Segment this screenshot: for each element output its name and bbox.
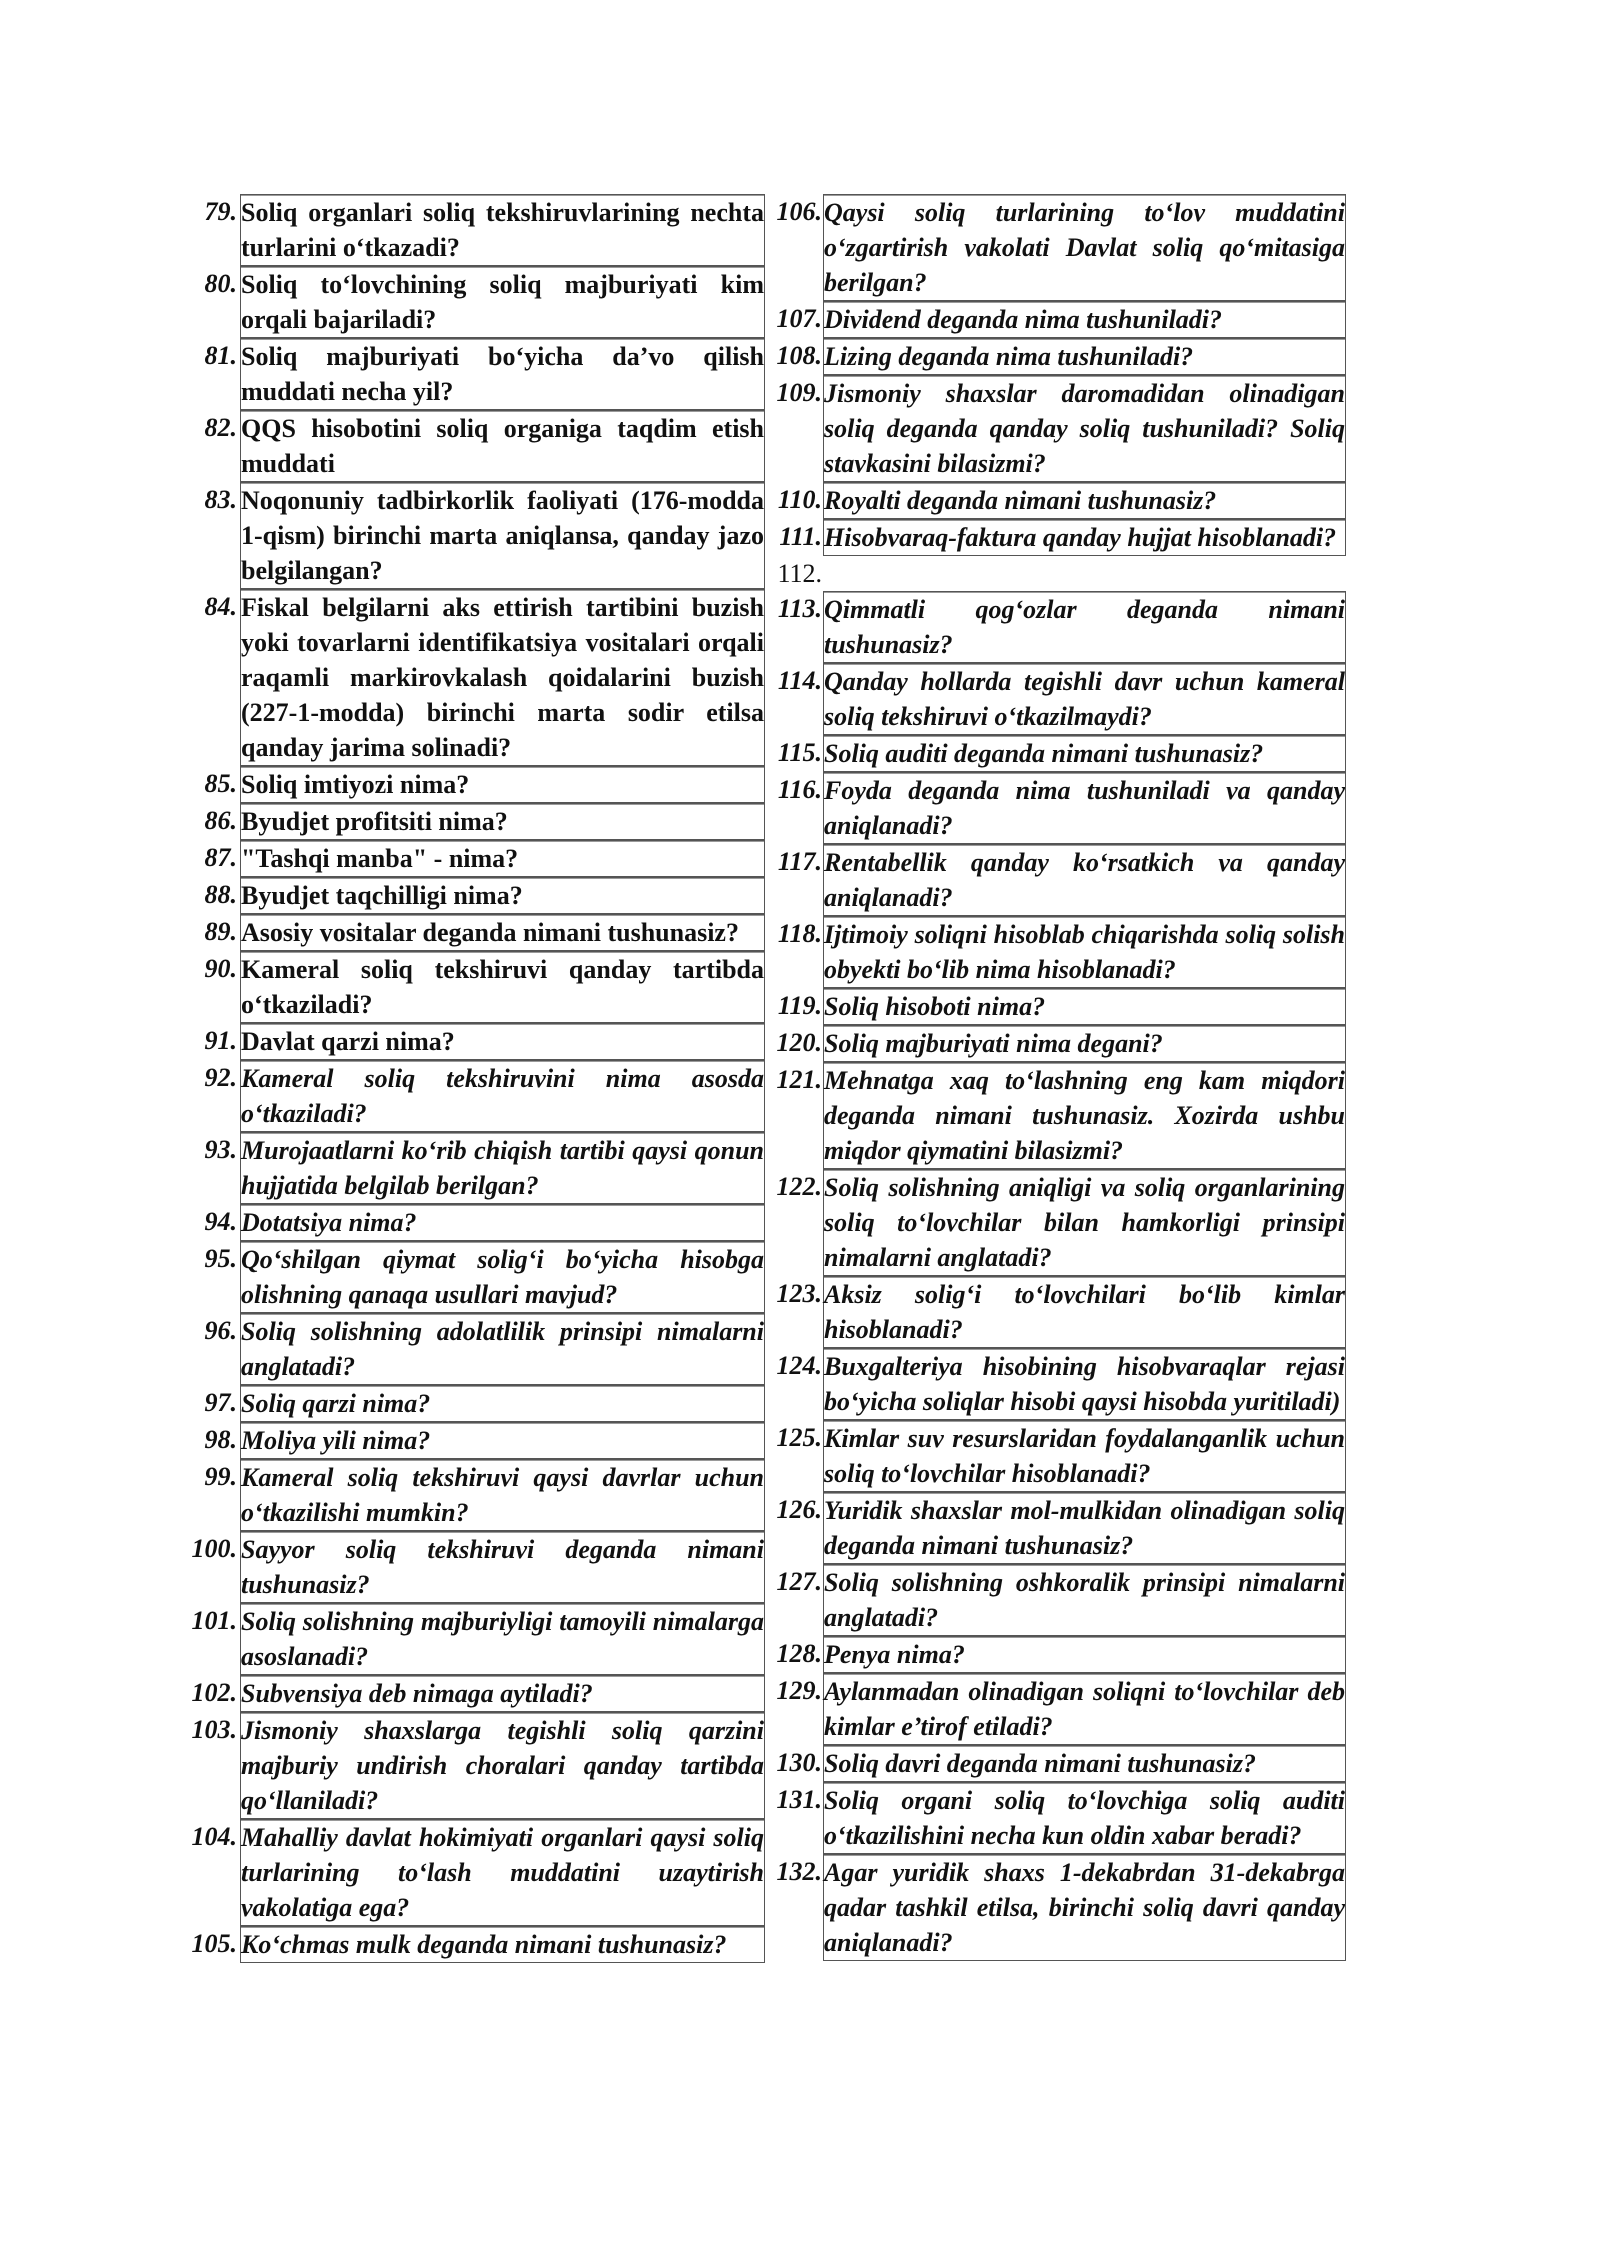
question-text: Soliq davri deganda nimani tushunasiz? [823, 1745, 1346, 1782]
question-number: 122. [776, 1172, 822, 1201]
question-item [183, 877, 765, 914]
question-text: Byudjet taqchilligi nima? [240, 877, 765, 914]
question-item [183, 1926, 765, 1963]
question-item [768, 1564, 1346, 1636]
question-item [768, 556, 1346, 591]
question-item [183, 1241, 765, 1313]
question-item [183, 266, 765, 338]
question-text: Asosiy vositalar deganda nimani tushunasiz? [240, 914, 765, 951]
question-number: 93. [204, 1135, 237, 1164]
question-number: 123. [776, 1279, 822, 1308]
question-number: 125. [776, 1423, 822, 1452]
question-number: 79. [204, 197, 237, 226]
question-text: Soliq to‘lovchining soliq majburiyati kim orqali bajariladi? [240, 266, 765, 338]
question-text: Foyda deganda nima tushuniladi va qanday aniqlanadi? [823, 772, 1346, 844]
question-number: 80. [204, 269, 237, 298]
question-item [183, 1531, 765, 1603]
question-number: 121. [776, 1065, 822, 1094]
question-number: 107. [776, 304, 822, 333]
question-item [768, 301, 1346, 338]
question-number: 120. [776, 1028, 822, 1057]
question-item [183, 766, 765, 803]
question-number: 112. [777, 559, 822, 588]
question-item [768, 1745, 1346, 1782]
question-text: Moliya yili nima? [240, 1422, 765, 1459]
question-item [183, 1204, 765, 1241]
question-text: Soliq qarzi nima? [240, 1385, 765, 1422]
question-text: Hisobvaraq-faktura qanday hujjat hisoblanadi? [823, 519, 1346, 556]
question-number: 130. [776, 1748, 822, 1777]
question-text: Royalti deganda nimani tushunasiz? [823, 482, 1346, 519]
question-text: Kameral soliq tekshiruvi qaysi davrlar uchun o‘tkazilishi mumkin? [240, 1459, 765, 1531]
question-number: 113. [777, 594, 822, 623]
question-item [768, 338, 1346, 375]
question-text: Soliq hisoboti nima? [823, 988, 1346, 1025]
question-number: 96. [204, 1316, 237, 1345]
question-text: Sayyor soliq tekshiruvi deganda nimani tushunasiz? [240, 1531, 765, 1603]
question-number: 89. [204, 917, 237, 946]
question-number: 103. [191, 1715, 237, 1744]
question-item [768, 1636, 1346, 1673]
question-number: 118. [777, 919, 822, 948]
question-number: 81. [204, 341, 237, 370]
question-item [768, 1348, 1346, 1420]
question-item [183, 410, 765, 482]
question-number: 129. [776, 1676, 822, 1705]
question-text: Lizing deganda nima tushuniladi? [823, 338, 1346, 375]
question-number: 87. [204, 843, 237, 872]
question-text: Davlat qarzi nima? [240, 1023, 765, 1060]
question-text: Soliq solishning aniqligi va soliq organlarining soliq to‘lovchilar bilan hamkorligi prinsipi nimalarni anglatadi? [823, 1169, 1346, 1276]
question-text: Agar yuridik shaxs 1-dekabrdan 31-dekabrga qadar tashkil etilsa, birinchi soliq davri qanday aniqlanadi? [823, 1854, 1346, 1961]
question-item [183, 1675, 765, 1712]
question-text [823, 556, 1346, 591]
question-item [768, 844, 1346, 916]
question-item [768, 772, 1346, 844]
question-number: 117. [777, 847, 822, 876]
question-item [768, 1492, 1346, 1564]
question-number: 86. [204, 806, 237, 835]
question-number: 99. [204, 1462, 237, 1491]
question-text: "Tashqi manba" - nima? [240, 840, 765, 877]
question-text: Jismoniy shaxslar daromadidan olinadigan soliq deganda qanday soliq tushuniladi? Soliq stavkasini bilasizmi? [823, 375, 1346, 482]
question-text: Ijtimoiy soliqni hisoblab chiqarishda soliq solish obyekti bo‘lib nima hisoblanadi? [823, 916, 1346, 988]
question-text: Soliq solishning oshkoralik prinsipi nimalarni anglatadi? [823, 1564, 1346, 1636]
question-text: Qimmatli qog‘ozlar deganda nimani tushunasiz? [823, 591, 1346, 663]
question-text: Noqonuniy tadbirkorlik faoliyati (176-modda 1-qism) birinchi marta aniqlansa, qanday jazo belgilangan? [240, 482, 765, 589]
left-column [183, 194, 765, 1963]
question-number: 109. [776, 378, 822, 407]
question-item [768, 988, 1346, 1025]
question-number: 95. [204, 1244, 237, 1273]
question-text: Qanday hollarda tegishli davr uchun kameral soliq tekshiruvi o‘tkazilmaydi? [823, 663, 1346, 735]
question-number: 97. [204, 1388, 237, 1417]
question-number: 116. [777, 775, 822, 804]
question-item [183, 1819, 765, 1926]
question-number: 101. [191, 1606, 237, 1635]
question-text: Qaysi soliq turlarining to‘lov muddatini o‘zgartirish vakolati Davlat soliq qo‘mitasiga berilgan? [823, 194, 1346, 301]
question-item [183, 914, 765, 951]
question-text: Mehnatga xaq to‘lashning eng kam miqdori deganda nimani tushunasiz. Xozirda ushbu miqdor qiymatini bilasizmi? [823, 1062, 1346, 1169]
question-number: 100. [191, 1534, 237, 1563]
question-item [768, 916, 1346, 988]
question-item [768, 519, 1346, 556]
question-text: Fiskal belgilarni aks ettirish tartibini buzish yoki tovarlarni identifikatsiya vositalari orqali raqamli markirovkalash qoidalarini buzish (227-1-modda) birinchi marta sodir etilsa qanday jarima solinadi? [240, 589, 765, 766]
question-number: 91. [204, 1026, 237, 1055]
question-item [768, 375, 1346, 482]
question-item [183, 1132, 765, 1204]
right-column [768, 194, 1346, 1961]
question-item [768, 194, 1346, 301]
question-number: 94. [204, 1207, 237, 1236]
question-item [183, 482, 765, 589]
question-text: Kameral soliq tekshiruvini nima asosda o‘tkaziladi? [240, 1060, 765, 1132]
question-number: 127. [776, 1567, 822, 1596]
question-item [768, 1062, 1346, 1169]
question-item [768, 1420, 1346, 1492]
question-item [183, 338, 765, 410]
question-number: 108. [776, 341, 822, 370]
question-number: 106. [776, 197, 822, 226]
question-number: 92. [204, 1063, 237, 1092]
question-text: Murojaatlarni ko‘rib chiqish tartibi qaysi qonun hujjatida belgilab berilgan? [240, 1132, 765, 1204]
question-text: Kimlar suv resurslaridan foydalanganlik uchun soliq to‘lovchilar hisoblanadi? [823, 1420, 1346, 1492]
question-number: 119. [777, 991, 822, 1020]
question-item [768, 591, 1346, 663]
question-number: 110. [777, 485, 822, 514]
question-text: Soliq organi soliq to‘lovchiga soliq auditi o‘tkazilishini necha kun oldin xabar beradi? [823, 1782, 1346, 1854]
question-text: Byudjet profitsiti nima? [240, 803, 765, 840]
question-text: Soliq imtiyozi nima? [240, 766, 765, 803]
question-item [768, 1169, 1346, 1276]
question-text: Yuridik shaxslar mol-mulkidan olinadigan soliq deganda nimani tushunasiz? [823, 1492, 1346, 1564]
question-number: 128. [776, 1639, 822, 1668]
question-number: 115. [777, 738, 822, 767]
question-item [768, 1025, 1346, 1062]
question-number: 132. [776, 1857, 822, 1886]
question-item [768, 1854, 1346, 1961]
question-number: 124. [776, 1351, 822, 1380]
question-number: 85. [204, 769, 237, 798]
question-number: 105. [191, 1929, 237, 1958]
question-number: 84. [204, 592, 237, 621]
question-text: Penya nima? [823, 1636, 1346, 1673]
question-list-right [768, 194, 1346, 1961]
question-text: Rentabellik qanday ko‘rsatkich va qanday aniqlanadi? [823, 844, 1346, 916]
question-number: 82. [204, 413, 237, 442]
question-list-left [183, 194, 765, 1963]
question-text: Dotatsiya nima? [240, 1204, 765, 1241]
question-text: Buxgalteriya hisobining hisobvaraqlar rejasi bo‘yicha soliqlar hisobi qaysi hisobda yuritiladi) [823, 1348, 1346, 1420]
question-number: 114. [777, 666, 822, 695]
question-text: Soliq majburiyati bo‘yicha da’vo qilish muddati necha yil? [240, 338, 765, 410]
question-text: Soliq organlari soliq tekshiruvlarining nechta turlarini o‘tkazadi? [240, 194, 765, 266]
question-text: Dividend deganda nima tushuniladi? [823, 301, 1346, 338]
question-item [768, 1673, 1346, 1745]
question-text: Aksiz solig‘i to‘lovchilari bo‘lib kimlar hisoblanadi? [823, 1276, 1346, 1348]
question-item [183, 1023, 765, 1060]
question-item [183, 1459, 765, 1531]
question-text: QQS hisobotini soliq organiga taqdim etish muddati [240, 410, 765, 482]
question-item [183, 1060, 765, 1132]
question-number: 102. [191, 1678, 237, 1707]
question-text: Aylanmadan olinadigan soliqni to‘lovchilar deb kimlar e’tirof etiladi? [823, 1673, 1346, 1745]
question-number: 104. [191, 1822, 237, 1851]
question-text: Jismoniy shaxslarga tegishli soliq qarzini majburiy undirish choralari qanday tartibda qo‘llaniladi? [240, 1712, 765, 1819]
question-number: 126. [776, 1495, 822, 1524]
question-number: 98. [204, 1425, 237, 1454]
question-item [183, 840, 765, 877]
question-text: Ko‘chmas mulk deganda nimani tushunasiz? [240, 1926, 765, 1963]
question-item [183, 194, 765, 266]
question-text: Soliq auditi deganda nimani tushunasiz? [823, 735, 1346, 772]
question-number: 90. [204, 954, 237, 983]
question-item [183, 951, 765, 1023]
question-item [183, 1712, 765, 1819]
question-item [768, 1276, 1346, 1348]
question-number: 131. [776, 1785, 822, 1814]
question-text: Kameral soliq tekshiruvi qanday tartibda o‘tkaziladi? [240, 951, 765, 1023]
question-text: Mahalliy davlat hokimiyati organlari qaysi soliq turlarining to‘lash muddatini uzaytirish vakolatiga ega? [240, 1819, 765, 1926]
question-item [768, 1782, 1346, 1854]
question-item [183, 1313, 765, 1385]
question-item [768, 663, 1346, 735]
question-number: 88. [204, 880, 237, 909]
question-item [183, 589, 765, 766]
question-item [183, 1385, 765, 1422]
question-item [183, 1422, 765, 1459]
question-text: Subvensiya deb nimaga aytiladi? [240, 1675, 765, 1712]
question-item [768, 735, 1346, 772]
question-item [183, 1603, 765, 1675]
question-number: 83. [204, 485, 237, 514]
question-text: Soliq solishning adolatlilik prinsipi nimalarni anglatadi? [240, 1313, 765, 1385]
question-item [768, 482, 1346, 519]
question-text: Soliq solishning majburiyligi tamoyili nimalarga asoslanadi? [240, 1603, 765, 1675]
question-number: 111. [779, 522, 822, 551]
question-text: Soliq majburiyati nima degani? [823, 1025, 1346, 1062]
question-text: Qo‘shilgan qiymat solig‘i bo‘yicha hisobga olishning qanaqa usullari mavjud? [240, 1241, 765, 1313]
question-item [183, 803, 765, 840]
